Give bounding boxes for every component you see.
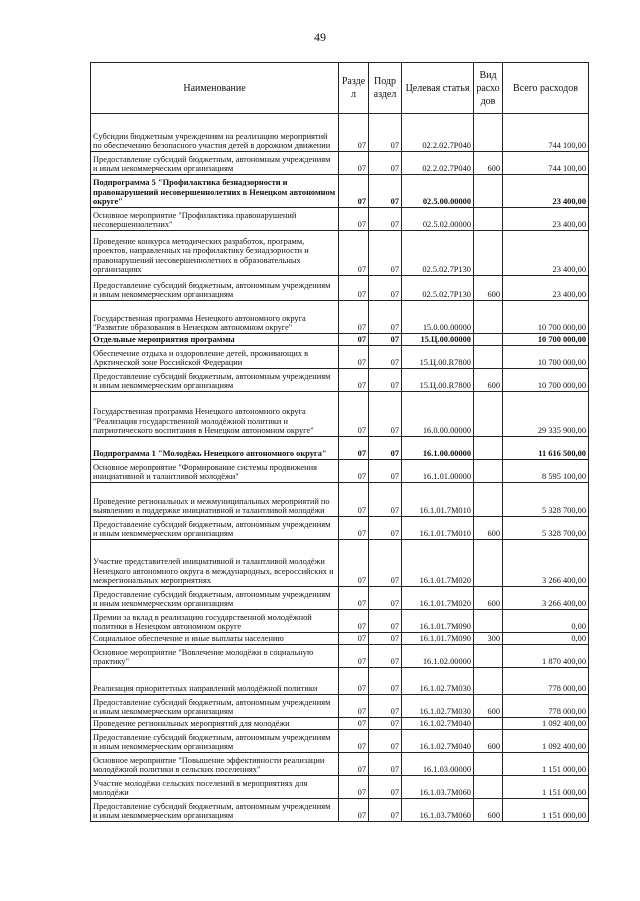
row-target-code: 02.5.02.00000 — [402, 208, 474, 231]
row-expense-kind — [474, 334, 503, 346]
row-target-code: 02.5.02.7Р130 — [402, 231, 474, 276]
row-section: 07 — [339, 540, 369, 587]
row-subsection: 07 — [369, 753, 402, 776]
row-target-code: 15.0.00.00000 — [402, 301, 474, 334]
row-target-code: 16.0.00.00000 — [402, 392, 474, 437]
row-amount: 1 092 400,00 — [503, 718, 589, 730]
row-target-code: 02.5.02.7Р130 — [402, 276, 474, 301]
row-target-code: 16.1.01.7М090 — [402, 610, 474, 633]
row-expense-kind — [474, 610, 503, 633]
row-expense-kind: 600 — [474, 799, 503, 822]
row-section: 07 — [339, 334, 369, 346]
row-subsection: 07 — [369, 718, 402, 730]
row-section: 07 — [339, 231, 369, 276]
row-name: Участие представителей инициативной и талантливой молодёжи Ненецкого автономного округа в международных, всероссийских и межрегиональных мероприятиях — [91, 540, 339, 587]
row-amount: 778 000,00 — [503, 695, 589, 718]
col-header-name: Наименование — [91, 63, 339, 114]
table-row — [91, 753, 589, 776]
table-header-row — [91, 63, 589, 114]
row-amount: 10 700 000,00 — [503, 369, 589, 392]
row-target-code: 15.Ц.00.R7800 — [402, 346, 474, 369]
row-name: Участие молодёжи сельских поселений в мероприятиях для молодёжи — [91, 776, 339, 799]
row-section: 07 — [339, 633, 369, 645]
table-row — [91, 392, 589, 437]
row-subsection: 07 — [369, 645, 402, 668]
row-amount: 1 151 000,00 — [503, 776, 589, 799]
row-name: Реализация приоритетных направлений молодёжной политики — [91, 668, 339, 695]
row-section: 07 — [339, 114, 369, 152]
row-target-code: 15.Ц.00.00000 — [402, 334, 474, 346]
row-target-code: 02.2.02.7Р040 — [402, 114, 474, 152]
row-subsection: 07 — [369, 114, 402, 152]
table-row — [91, 668, 589, 695]
row-section: 07 — [339, 753, 369, 776]
row-section: 07 — [339, 587, 369, 610]
row-amount: 11 616 500,00 — [503, 437, 589, 460]
row-subsection: 07 — [369, 392, 402, 437]
row-section: 07 — [339, 346, 369, 369]
row-amount: 3 266 400,00 — [503, 540, 589, 587]
row-expense-kind — [474, 483, 503, 517]
row-subsection: 07 — [369, 276, 402, 301]
table-row — [91, 730, 589, 753]
row-expense-kind — [474, 540, 503, 587]
row-name: Проведение региональных мероприятий для молодёжи — [91, 718, 339, 730]
row-section: 07 — [339, 175, 369, 208]
table-row — [91, 695, 589, 718]
col-header-section: Разде л — [339, 63, 369, 114]
row-expense-kind: 600 — [474, 695, 503, 718]
table-row — [91, 437, 589, 460]
page-number: 49 — [314, 30, 326, 44]
row-name: Отдельные мероприятия программы — [91, 334, 339, 346]
row-subsection: 07 — [369, 208, 402, 231]
row-amount: 5 328 700,00 — [503, 517, 589, 540]
table-row — [91, 334, 589, 346]
table-row — [91, 517, 589, 540]
row-amount: 744 100,00 — [503, 114, 589, 152]
row-subsection: 07 — [369, 517, 402, 540]
row-section: 07 — [339, 392, 369, 437]
row-section: 07 — [339, 152, 369, 175]
row-expense-kind — [474, 460, 503, 483]
table-row — [91, 633, 589, 645]
row-section: 07 — [339, 776, 369, 799]
row-section: 07 — [339, 730, 369, 753]
row-name: Премии за вклад в реализацию государственной молодёжной политики в Ненецком автономном округе — [91, 610, 339, 633]
row-target-code: 16.1.01.7М010 — [402, 517, 474, 540]
row-section: 07 — [339, 799, 369, 822]
row-name: Предоставление субсидий бюджетным, автономным учреждениям и иным некоммерческим организациям — [91, 152, 339, 175]
table-row — [91, 610, 589, 633]
row-section: 07 — [339, 483, 369, 517]
table-row — [91, 483, 589, 517]
row-subsection: 07 — [369, 175, 402, 208]
row-expense-kind — [474, 776, 503, 799]
row-expense-kind: 600 — [474, 276, 503, 301]
row-section: 07 — [339, 695, 369, 718]
table-row — [91, 645, 589, 668]
row-subsection: 07 — [369, 776, 402, 799]
row-subsection: 07 — [369, 799, 402, 822]
row-subsection: 07 — [369, 730, 402, 753]
row-subsection: 07 — [369, 483, 402, 517]
table-row — [91, 799, 589, 822]
row-name: Предоставление субсидий бюджетным, автономным учреждениям и иным некоммерческим организациям — [91, 587, 339, 610]
row-section: 07 — [339, 718, 369, 730]
row-name: Обеспечение отдыха и оздоровление детей, проживающих в Арктической зоне Российской Федерации — [91, 346, 339, 369]
row-name: Предоставление субсидий бюджетным, автономным учреждениям и иным некоммерческим организациям — [91, 799, 339, 822]
row-amount: 1 870 400,00 — [503, 645, 589, 668]
row-subsection: 07 — [369, 610, 402, 633]
row-amount: 8 595 100,00 — [503, 460, 589, 483]
row-section: 07 — [339, 610, 369, 633]
row-name: Государственная программа Ненецкого автономного округа "Реализация государственной молодёжной политики и патриотического воспитания в Ненецком автономном округе" — [91, 392, 339, 437]
table-row — [91, 276, 589, 301]
row-amount: 23 400,00 — [503, 175, 589, 208]
table-row — [91, 114, 589, 152]
row-subsection: 07 — [369, 460, 402, 483]
row-name: Государственная программа Ненецкого автономного округа "Развитие образования в Ненецком автономном округе" — [91, 301, 339, 334]
expenditure-table — [90, 62, 589, 822]
row-target-code: 16.1.02.7М030 — [402, 668, 474, 695]
row-amount: 1 151 000,00 — [503, 799, 589, 822]
row-amount: 1 092 400,00 — [503, 730, 589, 753]
row-section: 07 — [339, 301, 369, 334]
col-header-subsection: Подр аздел — [369, 63, 402, 114]
row-amount: 29 335 900,00 — [503, 392, 589, 437]
row-subsection: 07 — [369, 301, 402, 334]
row-subsection: 07 — [369, 633, 402, 645]
row-target-code: 02.2.02.7Р040 — [402, 152, 474, 175]
row-subsection: 07 — [369, 668, 402, 695]
row-expense-kind: 600 — [474, 369, 503, 392]
table-row — [91, 718, 589, 730]
row-target-code: 16.1.01.7М020 — [402, 540, 474, 587]
row-expense-kind — [474, 718, 503, 730]
row-expense-kind — [474, 346, 503, 369]
table-row — [91, 587, 589, 610]
row-expense-kind — [474, 175, 503, 208]
row-amount: 1 151 000,00 — [503, 753, 589, 776]
row-section: 07 — [339, 460, 369, 483]
row-expense-kind — [474, 753, 503, 776]
row-target-code: 16.1.03.00000 — [402, 753, 474, 776]
row-name: Основное мероприятие "Повышение эффективности реализации молодёжной политики в сельских поселениях" — [91, 753, 339, 776]
row-amount: 23 400,00 — [503, 276, 589, 301]
row-amount: 744 100,00 — [503, 152, 589, 175]
table-row — [91, 175, 589, 208]
row-expense-kind — [474, 301, 503, 334]
row-name: Предоставление субсидий бюджетным, автономным учреждениям и иным некоммерческим организациям — [91, 276, 339, 301]
col-header-target: Целевая статья — [402, 63, 474, 114]
row-amount: 0,00 — [503, 633, 589, 645]
row-target-code: 16.1.02.7М040 — [402, 718, 474, 730]
row-expense-kind — [474, 668, 503, 695]
col-header-kind: Вид расхо дов — [474, 63, 503, 114]
row-target-code: 16.1.01.7М020 — [402, 587, 474, 610]
row-name: Предоставление субсидий бюджетным, автономным учреждениям и иным некоммерческим организациям — [91, 369, 339, 392]
row-section: 07 — [339, 668, 369, 695]
row-amount: 0,00 — [503, 610, 589, 633]
table-row — [91, 369, 589, 392]
row-target-code: 16.1.02.00000 — [402, 645, 474, 668]
row-amount: 23 400,00 — [503, 231, 589, 276]
row-expense-kind — [474, 392, 503, 437]
row-section: 07 — [339, 208, 369, 231]
row-section: 07 — [339, 517, 369, 540]
row-amount: 10 700 000,00 — [503, 346, 589, 369]
row-subsection: 07 — [369, 437, 402, 460]
table-row — [91, 540, 589, 587]
row-amount: 10 700 000,00 — [503, 301, 589, 334]
row-subsection: 07 — [369, 587, 402, 610]
row-amount: 778 000,00 — [503, 668, 589, 695]
row-amount: 23 400,00 — [503, 208, 589, 231]
table-row — [91, 152, 589, 175]
row-name: Основное мероприятие "Профилактика правонарушений несовершеннолетних" — [91, 208, 339, 231]
row-subsection: 07 — [369, 231, 402, 276]
row-target-code: 16.1.03.7М060 — [402, 799, 474, 822]
row-name: Основное мероприятие "Вовлечение молодёжи в социальную практику" — [91, 645, 339, 668]
row-name: Предоставление субсидий бюджетным, автономным учреждениям и иным некоммерческим организациям — [91, 517, 339, 540]
row-expense-kind: 600 — [474, 517, 503, 540]
row-section: 07 — [339, 369, 369, 392]
row-name: Социальное обеспечение и иные выплаты населению — [91, 633, 339, 645]
row-expense-kind: 600 — [474, 730, 503, 753]
row-expense-kind — [474, 231, 503, 276]
row-target-code: 16.1.02.7М030 — [402, 695, 474, 718]
table-body — [91, 114, 589, 822]
row-expense-kind: 600 — [474, 152, 503, 175]
row-subsection: 07 — [369, 152, 402, 175]
row-subsection: 07 — [369, 695, 402, 718]
row-target-code: 02.5.00.00000 — [402, 175, 474, 208]
row-name: Проведение конкурса методических разработок, программ, проектов, направленных на профилактику безнадзорности и правонарушений несовершеннолетних в образовательных организациях — [91, 231, 339, 276]
row-expense-kind — [474, 645, 503, 668]
row-target-code: 16.1.02.7М040 — [402, 730, 474, 753]
row-subsection: 07 — [369, 540, 402, 587]
row-name: Проведение региональных и межмуниципальных мероприятий по выявлению и поддержке инициативной и талантливой молодёжи — [91, 483, 339, 517]
row-name: Предоставление субсидий бюджетным, автономным учреждениям и иным некоммерческим организациям — [91, 730, 339, 753]
table-row — [91, 208, 589, 231]
row-name: Подпрограмма 1 "Молодёжь Ненецкого автономного округа" — [91, 437, 339, 460]
row-expense-kind: 600 — [474, 587, 503, 610]
row-target-code: 16.1.03.7М060 — [402, 776, 474, 799]
row-amount: 3 266 400,00 — [503, 587, 589, 610]
row-subsection: 07 — [369, 369, 402, 392]
row-target-code: 16.1.01.7М010 — [402, 483, 474, 517]
row-amount: 10 700 000,00 — [503, 334, 589, 346]
row-name: Основное мероприятие "Формирование системы продвижения инициативной и талантливой молодёжи" — [91, 460, 339, 483]
row-target-code: 16.1.00.00000 — [402, 437, 474, 460]
table-row — [91, 460, 589, 483]
row-target-code: 15.Ц.00.R7800 — [402, 369, 474, 392]
row-section: 07 — [339, 437, 369, 460]
row-expense-kind — [474, 208, 503, 231]
table-row — [91, 776, 589, 799]
table-row — [91, 346, 589, 369]
row-subsection: 07 — [369, 346, 402, 369]
row-target-code: 16.1.01.7М090 — [402, 633, 474, 645]
row-target-code: 16.1.01.00000 — [402, 460, 474, 483]
row-expense-kind — [474, 437, 503, 460]
table-row — [91, 231, 589, 276]
col-header-total: Всего расходов — [503, 63, 589, 114]
row-name: Субсидии бюджетным учреждениям на реализацию мероприятий по обеспечению безопасного участия детей в дорожном движении — [91, 114, 339, 152]
row-expense-kind — [474, 114, 503, 152]
row-amount: 5 328 700,00 — [503, 483, 589, 517]
row-expense-kind: 300 — [474, 633, 503, 645]
row-name: Предоставление субсидий бюджетным, автономным учреждениям и иным некоммерческим организациям — [91, 695, 339, 718]
row-section: 07 — [339, 276, 369, 301]
row-name: Подпрограмма 5 "Профилактика безнадзорности и правонарушений несовершеннолетних в Ненецком автономном округе" — [91, 175, 339, 208]
table-row — [91, 301, 589, 334]
row-section: 07 — [339, 645, 369, 668]
row-subsection: 07 — [369, 334, 402, 346]
